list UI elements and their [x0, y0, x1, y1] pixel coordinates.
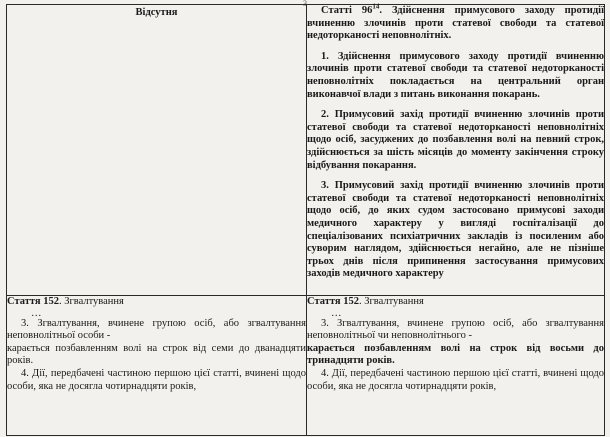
article-label: Статтi 96	[321, 5, 373, 16]
paragraph-2: 2. Примусовий захід протидії вчиненню злочинів проти статевої свободи та статевої недоторканості неповнолітніх щодо осіб, засуджених до позбавлення волі на певний строк, здійснюється за шість місяців до моменту закінчення строку відбування покарання.	[307, 109, 604, 171]
article-label: Стаття 152	[7, 296, 59, 307]
article-label: Стаття 152	[307, 296, 359, 307]
ellipsis: …	[331, 307, 342, 319]
table-row	[7, 5, 605, 296]
ellipsis: …	[31, 307, 42, 319]
page-number: 3	[303, 0, 307, 8]
part-4-text: 4. Дії, передбачені частиною першою цієї статті, вчинені щодо особи, яка не досягла чотирнадцяти років,	[7, 367, 306, 392]
article-title: . Здійснення примусового заходу протидії вчиненню злочинів проти статевої свободи та статевої недоторканості неповнолітніх.	[307, 5, 604, 42]
cell-proposed-article-96-14	[307, 2, 605, 296]
comparison-table	[6, 4, 605, 436]
part-3-penalty: карається позбавленням волі на строк від семи до дванадцяти років.	[7, 342, 306, 367]
cell-current-article-152	[7, 296, 307, 436]
article-heading	[307, 2, 604, 43]
article-title: . Згвалтування	[358, 296, 424, 307]
cell-proposed-article-152	[307, 296, 605, 436]
part-3-text: 3. Згвалтування, вчинене групою осіб, або згвалтування неповнолітньої чи неповнолітнього -	[307, 317, 604, 342]
table-row	[7, 296, 605, 436]
part-3-text: 3. Згвалтування, вчинене групою осіб, або згвалтування неповнолітньої особи -	[7, 317, 306, 342]
article-heading	[307, 296, 604, 309]
paragraph-3: 3. Примусовий захід протидії вчиненню злочинів проти статевої свободи та статевої недоторканості неповнолітніх щодо осіб, до яких судом застосовано примусові заходи медичного характеру у вигляді госпіталізації до спеціалізованих психіатричних закладів із посиленим або суворим наглядом, здійснюється негайно, але не пізніше трьох днів після припинення застосування примусових заходів медичного характеру	[307, 180, 604, 280]
absent-label: Відсутня	[135, 7, 178, 18]
part-4-text: 4. Дії, передбачені частиною першою цієї статті, вчинені щодо особи, яка не досягла чотирнадцяти років,	[307, 367, 604, 392]
paragraph-1: 1. Здійснення примусового заходу протидії вчиненню злочинів проти статевої свободи та статевої недоторканості неповнолітніх покладається на центральний орган виконавчої влади з питань виконання покарань.	[307, 50, 604, 100]
article-superscript: 14	[372, 2, 380, 11]
cell-current-absent	[7, 5, 307, 296]
article-heading	[7, 296, 306, 309]
article-title: . Згвалтування	[58, 296, 124, 307]
part-3-penalty: карається позбавленням волі на строк від восьми до тринадцяти років.	[307, 342, 604, 367]
